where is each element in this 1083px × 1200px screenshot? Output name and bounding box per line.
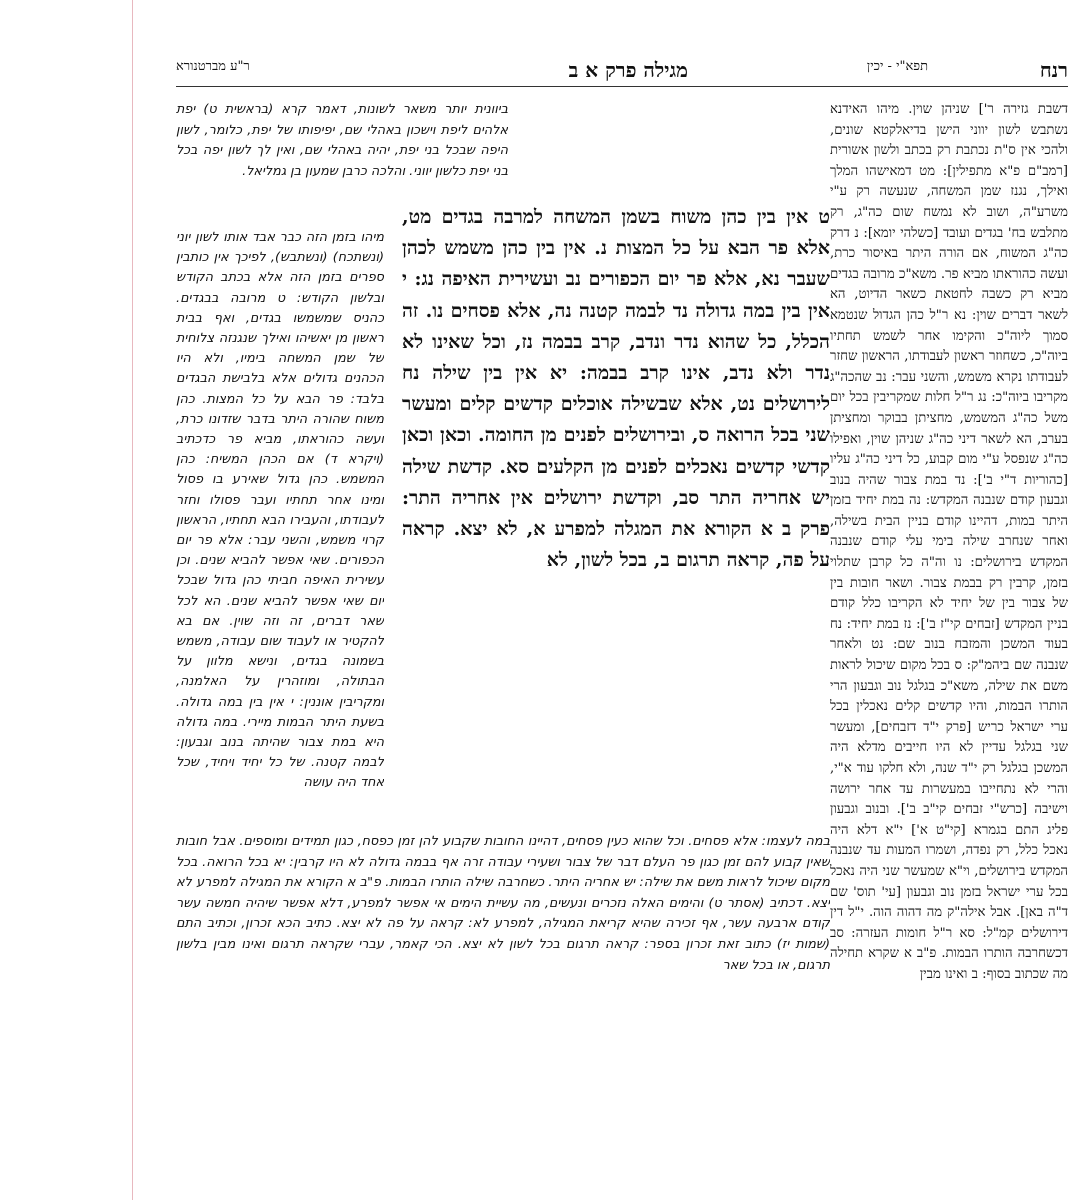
- yachin-commentary-column: [830, 100, 1068, 1170]
- book-page: [176, 52, 1068, 1172]
- page-binding-line: [132, 0, 133, 1200]
- running-head: [176, 52, 1068, 87]
- bartenura-bottom-text: במה לעצמו: אלא פסחים. וכל שהוא כעין פסחים, דהיינו החובות שקבוע להן זמן כפסח, כגון תמידים ומוספים. אבל חובות שאין קבוע להם זמן כגון פר העלם דבר של צבור ושעירי עבודה זרה אף בבמה גדולה לא היו קרבין: יא בכל הרואה. בכל מקום שיכול לראות משם את שילה: יש אחריה היתר. כשחרבה שילה הותרו הבמות. פ"ב א הקורא את המגילה למפרע לא יצא. דכתיב (אסתר ט) והימים האלה נזכרים ונעשים, מה עשיית הימים אי אפשר למפרע, דלא אפשר שיהיה חמשה עשר קודם ארבעה עשר, אף זכירה שהיא קריאת המגילה, למפרע לא: קראה על פה לא יצא. כתיב הכא זכרון, וכתיב התם (שמות יז) כתוב זאת זכרון בספר: קראה תרגום בכל לשון לא יצא. הכי קאמר, עברי שקראה תרגום ואינו מבין בלשון תרגום, או בכל שאר: [176, 834, 830, 973]
- bartenura-commentary-column: [176, 228, 384, 828]
- bartenura-top-text: ביוונית יותר משאר לשונות, דאמר קרא (בראשית ט) יפת אלהים ליפת וישכון באהלי שם, יפיפותו של יפת, כלומר, לשון היפה שבכל בני יפת, יהיה באהלי שם, ואין לך לשון יפה בכל בני יפת כלשון יווני. והלכה כרבן שמעון בן גמליאל.: [176, 102, 508, 179]
- bartenura-commentary-heading: ר"ע מברטנורא: [176, 59, 250, 74]
- page-number: רנח: [1039, 58, 1068, 82]
- mishnah-text: ט אין בין כהן משוח בשמן המשחה למרבה בגדים מט, אלא פר הבא על כל המצות נ. אין בין כהן משמש לכהן שעבר נא, אלא פר יום הכפורים נב ועשירית האיפה נג: י אין בין במה גדולה נד לבמה קטנה נה, אלא פסחים נו. זה הכלל, כל שהוא נדר ונדב, קרב בבמה נז, וכל שאינו לא נדר ולא נדב, אינו קרב בבמה: יא אין בין שילה נח לירושלים נט, אלא שבשילה אוכלים קדשים קלים ומעשר שני בכל הרואה ס, ובירושלים לפנים מן החומה. וכאן וכאן קדשי קדשים נאכלים לפנים מן הקלעים סא. קדשת שילה יש אחריה התר סב, וקדשת ירושלים אין אחריה התר: פרק ב א הקורא את המגלה למפרע א, לא יצא. קראה על פה, קראה תרגום ב, בכל לשון, לא: [402, 206, 830, 572]
- mishnah-main-text: [402, 202, 830, 828]
- yachin-commentary-heading: תפא"י - יכין: [866, 59, 928, 74]
- yachin-commentary-text: דשבת גזירה ר'] שניהן שוין. מיהו האידנא נשתבש לשון יווני הישן בדיאלקטא שונים, ולהכי אין ס"ת נכתבת רק בכתב ולשון אשורית [רמב"ם פ"א מתפילין]: מט דמאישהו המלך ואילך, נגנז שמן המשחה, שנעשה רק ע"י משרע"ה, ושוב לא נמשח שום כה"ג, רק מתלבש בח' בגדים ועובד [כשלהי יומא]: נ דרק כה"ג המשוח, אם הורה היתר באיסור כרת, ועשה כהוראתו מביא פר. משא"כ מרובה בגדים מביא רק כשבה לחטאת כשאר הדיוט, הא לשאר דברים שוין: נא ר"ל כהן הגדול שנטמא סמוך ליוה"כ והקימו אחר לשמש תחתיו ביוה"כ, כשחוזר ראשון לעבודתו, הראשון שחזר לעבודתו נקרא משמש, והשני עבר: נב שהכה"ג מקריבו ביוה"כ: נג ר"ל חלות שמקריבין בכל יום משל כה"ג המשמש, מחציתן בבוקר ומחציתן בערב, הא לשאר דיני כה"ג שניהן שוין, ואפילו כה"ג שנפסל ע"י מום קבוע, כל דיני כה"ג עליו [כהוריות ד"י ב']: נד במת צבור שהיה בנוב וגבעון קודם שנבנה המקדש: נה במת יחיד בזמן היתר במות, דהיינו קודם בניין הבית בשילה, ואחר שנחרב שילה בימי עלי קודם שנבנה המקדש בירושלים: נו וה"ה כל קרבן שתלוי בזמן, קרבין רק בבמת צבור. ושאר חובות בין של צבור בין של יחיד לא הקריבו כלל קודם בניין המקדש [זבחים קי"ז ב']: נז במת יחיד: נח בעוד המשכן והמזבח בנוב שם: נט ולאחר שנבנה שם ביהמ"ק: ס בכל מקום שיכול לראות משם את שילה, משא"כ בגלגל נוב וגבעון הרי הותרו הבמות, והיו קדשים קלים נאכלין בכל ערי ישראל כריש [פרק י"ד דזבחים], ומעשר שני בגלגל עדיין לא היו חייבים מדלא היה המשכן בגלגל רק י"ד שנה, ולא חלקו עוד א"י, והרי לא נתחייבו במעשרות עד אחר ירושה וישיבה [כרש"י זבחים קי"ב ב']. ובנוב וגבעון פליג התם בגמרא [קי"ט א'] י"א דלא היה נאכל כלל, רק נפדה, ושמרו המעות עד שנבנה המקדש בירושלים, וי"א שמעשר שני היה נאכל בכל ערי ישראל בזמן נוב וגבעון [עי' תוס' שם ד"ה באן]. אבל אילה"ק מה דהוה הוה. י"ל דין דירושלים קמ"ל: סא ר"ל חומות העזרה: סב דכשחרבה הותרו הבמות. פ"ב א שקרא תחילה מה שכתוב בסוף: ב ואינו מבין: [830, 102, 1068, 982]
- bartenura-top-block: [176, 100, 508, 212]
- bartenura-column-text: מיהו בזמן הזה כבר אבד אותו לשון יוני (ונשתכח) (ונשתבש), לפיכך אין כותבין ספרים בזמן הזה אלא בכתב הקודש ובלשון הקודש: ט מרובה בבגדים. כהניס שמשמשו בגדים, ואף בבית ראשון מן יאשיהו ואילך שנגנזה צלוחית של שמן המשחה בימיו, ולא היו הכהנים גדולים אלא בלבישת הבגדים בלבד: פר הבא על כל המצות. כהן משוח שהורה היתר בדבר שזדונו כרת, ועשה כהוראתו, מביא פר כדכתיב (ויקרא ד) אם הכהן המשיח: כהן המשמש. כהן גדול שאירע בו פסול ומינו אחר תחתיו ועבר פסולו וחזר לעבודתו, והעבירו הבא תחתיו, הראשון קרוי משמש, והשני עבר: אלא פר יום הכפורים. שאי אפשר להביא שנים. וכן עשירית האיפה חביתי כהן גדול שבכל יום שאי אפשר להביא שנים. הא לכל שאר דברים, זה וזה שוין. אם בא להקטיר או לעבוד שום עבודה, משמש בשמונה בגדים, ונישא מלוון על הבתולה, ומוזהרין על האלמנה, ומקריבין אוננין: י אין בין במה גדולה. בשעת היתר הבמות מיירי. במה גדולה היא במת צבור שהיתה בנוב וגבעון: לבמה קטנה. של כל יחיד ויחיד, שכל אחד היה עושה: [176, 230, 384, 791]
- bartenura-bottom-block: [176, 832, 830, 1172]
- tractate-chapter-title: מגילה פרק א ב: [568, 58, 688, 82]
